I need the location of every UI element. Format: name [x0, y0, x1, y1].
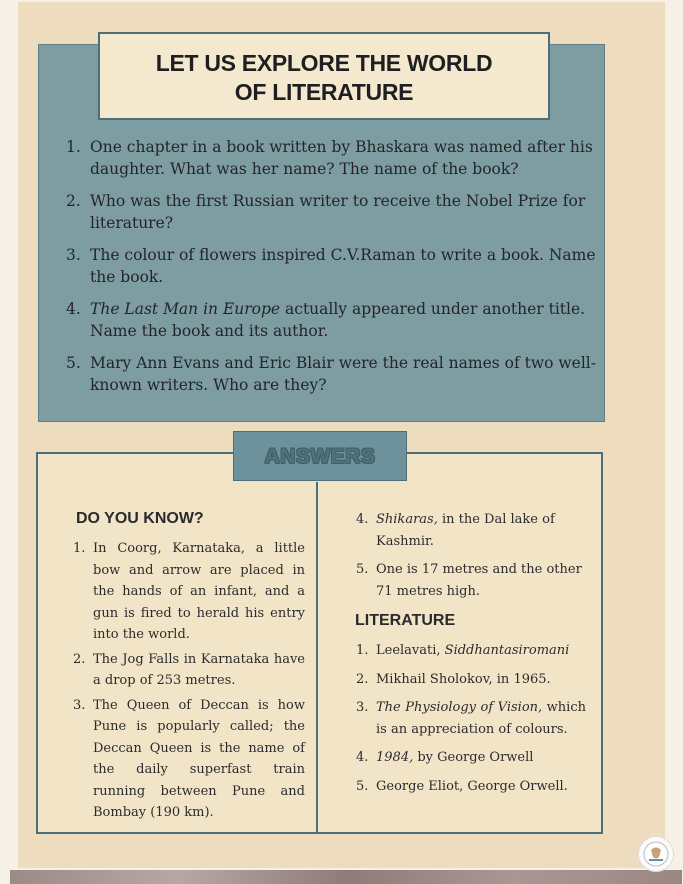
- item-text: The Queen of Deccan is how Pune is popularly called; the Deccan Queen is the name of the daily superfast train running between Pune and Bombay (190 km).: [93, 697, 305, 820]
- list-item: [356, 747, 586, 769]
- do-you-know-list: [73, 538, 305, 827]
- item-number: 5.: [356, 778, 369, 794]
- item-italic: 1984,: [376, 750, 414, 765]
- list-item: [73, 649, 305, 692]
- page-title-line-1: LET US EXPLORE THE WORLD: [155, 50, 493, 76]
- item-number: 5.: [356, 562, 369, 577]
- question-item: [60, 190, 596, 234]
- question-list: [60, 136, 596, 396]
- question-text: Who was the first Russian writer to receive the Nobel Prize for literature?: [90, 192, 586, 232]
- question-number: 5.: [66, 354, 81, 372]
- do-you-know-list-continued: [356, 509, 586, 609]
- item-text: by George Orwell: [413, 750, 534, 765]
- question-text: Mary Ann Evans and Eric Blair were the real names of two well-known writers. Who are they?: [90, 354, 596, 394]
- question-text: One chapter in a book written by Bhaskara was named after his daughter. What was her name? The name of the book?: [90, 138, 593, 178]
- item-number: 1.: [356, 643, 369, 658]
- list-item: [356, 509, 586, 552]
- item-number: 4.: [356, 512, 369, 527]
- question-number: 1.: [66, 138, 81, 156]
- watermark-logo-icon: [638, 836, 674, 872]
- question-item: [60, 136, 596, 180]
- bottom-page-edge: [10, 870, 682, 884]
- question-number: 2.: [66, 192, 81, 210]
- literature-heading: LITERATURE: [355, 612, 456, 629]
- answers-heading: ANSWERS: [264, 445, 376, 468]
- scanner-logo-icon: [642, 840, 670, 868]
- list-item: [356, 697, 586, 740]
- item-italic: Siddhantasiromani: [444, 643, 570, 658]
- list-item: [356, 640, 586, 662]
- item-text: Mikhail Sholokov, in 1965.: [376, 671, 551, 687]
- do-you-know-heading: DO YOU KNOW?: [76, 510, 204, 527]
- list-item: [356, 559, 586, 602]
- list-item: [73, 538, 305, 646]
- book-title-italic: The Last Man in Europe: [90, 300, 281, 318]
- item-number: 1.: [73, 541, 86, 556]
- item-text: George Eliot, George Orwell.: [376, 778, 568, 794]
- item-italic: Shikaras,: [376, 512, 438, 527]
- question-item: [60, 298, 596, 342]
- item-number: 2.: [356, 671, 369, 687]
- page-title-line-2: OF LITERATURE: [234, 79, 414, 105]
- item-text: One is 17 metres and the other 71 metres high.: [376, 562, 582, 599]
- item-text: Leelavati,: [376, 643, 445, 658]
- item-number: 3.: [356, 700, 369, 715]
- item-number: 4.: [356, 750, 369, 765]
- item-text: In Coorg, Karnataka, a little bow and arrow are placed in the hands of an infant, and a gun is fired to herald his entry into the world.: [93, 541, 305, 642]
- item-number: 3.: [73, 697, 86, 713]
- literature-answers-list: [356, 640, 586, 804]
- title-box: [98, 32, 550, 120]
- item-text: in the Dal lake of Kashmir.: [376, 512, 555, 549]
- item-text: which is an appreciation of colours.: [376, 700, 586, 737]
- question-number: 4.: [66, 300, 81, 318]
- question-item: [60, 244, 596, 288]
- question-number: 3.: [66, 246, 81, 264]
- column-divider: [316, 482, 318, 832]
- list-item: [356, 776, 586, 798]
- item-text: The Jog Falls in Karnataka have a drop of 253 metres.: [93, 651, 305, 688]
- list-item: [73, 695, 305, 824]
- item-italic: The Physiology of Vision,: [376, 700, 543, 715]
- question-item: [60, 352, 596, 396]
- answers-tab: [233, 431, 407, 481]
- question-text: The colour of flowers inspired C.V.Raman to write a book. Name the book.: [90, 246, 596, 286]
- question-text: actually appeared under another title. Name the book and its author.: [90, 300, 586, 340]
- item-number: 2.: [73, 651, 86, 667]
- list-item: [356, 669, 586, 691]
